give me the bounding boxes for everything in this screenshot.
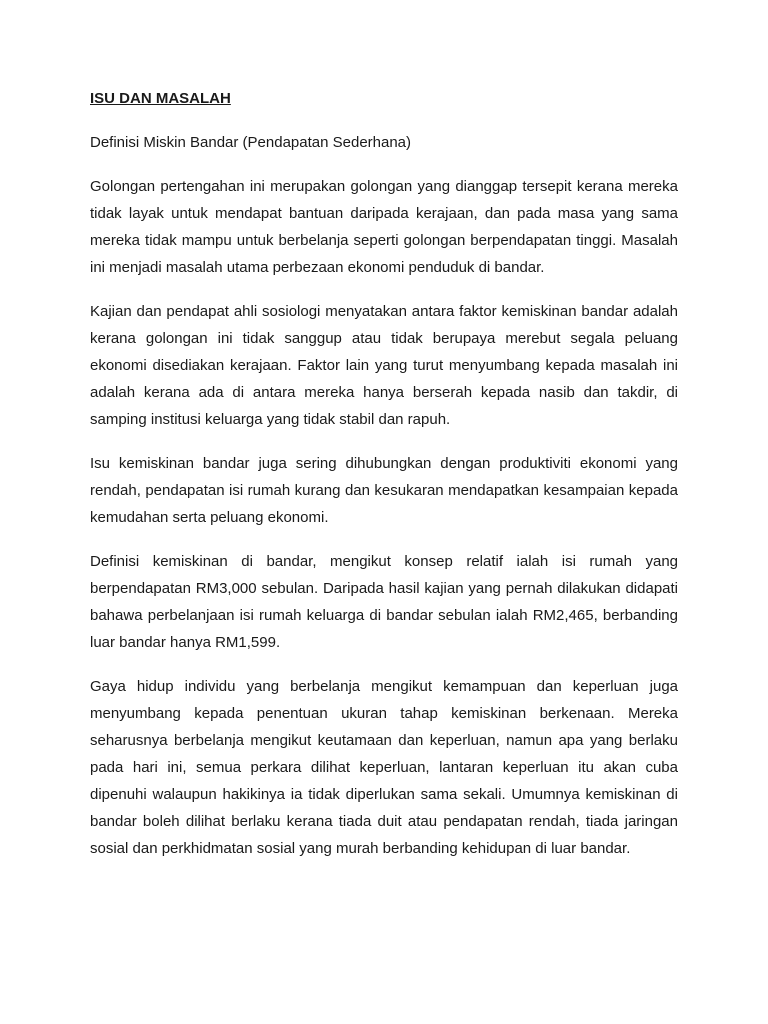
document-subtitle: Definisi Miskin Bandar (Pendapatan Sederhana): [90, 134, 412, 151]
paragraph: Golongan pertengahan ini merupakan golongan yang dianggap tersepit kerana mereka tidak layak untuk mendapat bantuan daripada kerajaan, dan pada masa yang sama mereka tidak mampu untuk berbelanja seperti golongan berpendapatan tinggi. Masalah ini menjadi masalah utama perbezaan ekonomi penduduk di bandar.: [90, 178, 678, 276]
paragraph: Gaya hidup individu yang berbelanja mengikut kemampuan dan keperluan juga menyumbang kepada penentuan ukuran tahap kemiskinan berkenaan. Mereka seharusnya berbelanja mengikut keutamaan dan keperluan, namun apa yang berlaku pada hari ini, semua perkara dilihat keperluan, lantaran keperluan itu akan cuba dipenuhi walaupun hakikinya ia tidak diperlukan sama sekali. Umumnya kemiskinan di bandar boleh dilihat berlaku kerana tiada duit atau pendapatan rendah, tiada jaringan sosial dan perkhidmatan sosial yang murah berbanding kehidupan di luar bandar.: [90, 678, 678, 857]
document-heading: ISU DAN MASALAH: [90, 90, 231, 107]
paragraph: Isu kemiskinan bandar juga sering dihubungkan dengan produktiviti ekonomi yang rendah, pendapatan isi rumah kurang dan kesukaran mendapatkan kesampaian kepada kemudahan serta peluang ekonomi.: [90, 455, 678, 526]
paragraph: Kajian dan pendapat ahli sosiologi menyatakan antara faktor kemiskinan bandar adalah kerana golongan ini tidak sanggup atau tidak berupaya merebut segala peluang ekonomi disediakan kerajaan. Faktor lain yang turut menyumbang kepada masalah ini adalah kerana ada di antara mereka hanya berserah kepada nasib dan takdir, di samping institusi keluarga yang tidak stabil dan rapuh.: [90, 303, 678, 428]
document-page: [90, 85, 678, 879]
paragraph: Definisi kemiskinan di bandar, mengikut konsep relatif ialah isi rumah yang berpendapatan RM3,000 sebulan. Daripada hasil kajian yang pernah dilakukan didapati bahawa perbelanjaan isi rumah keluarga di bandar sebulan ialah RM2,465, berbanding luar bandar hanya RM1,599.: [90, 553, 678, 651]
